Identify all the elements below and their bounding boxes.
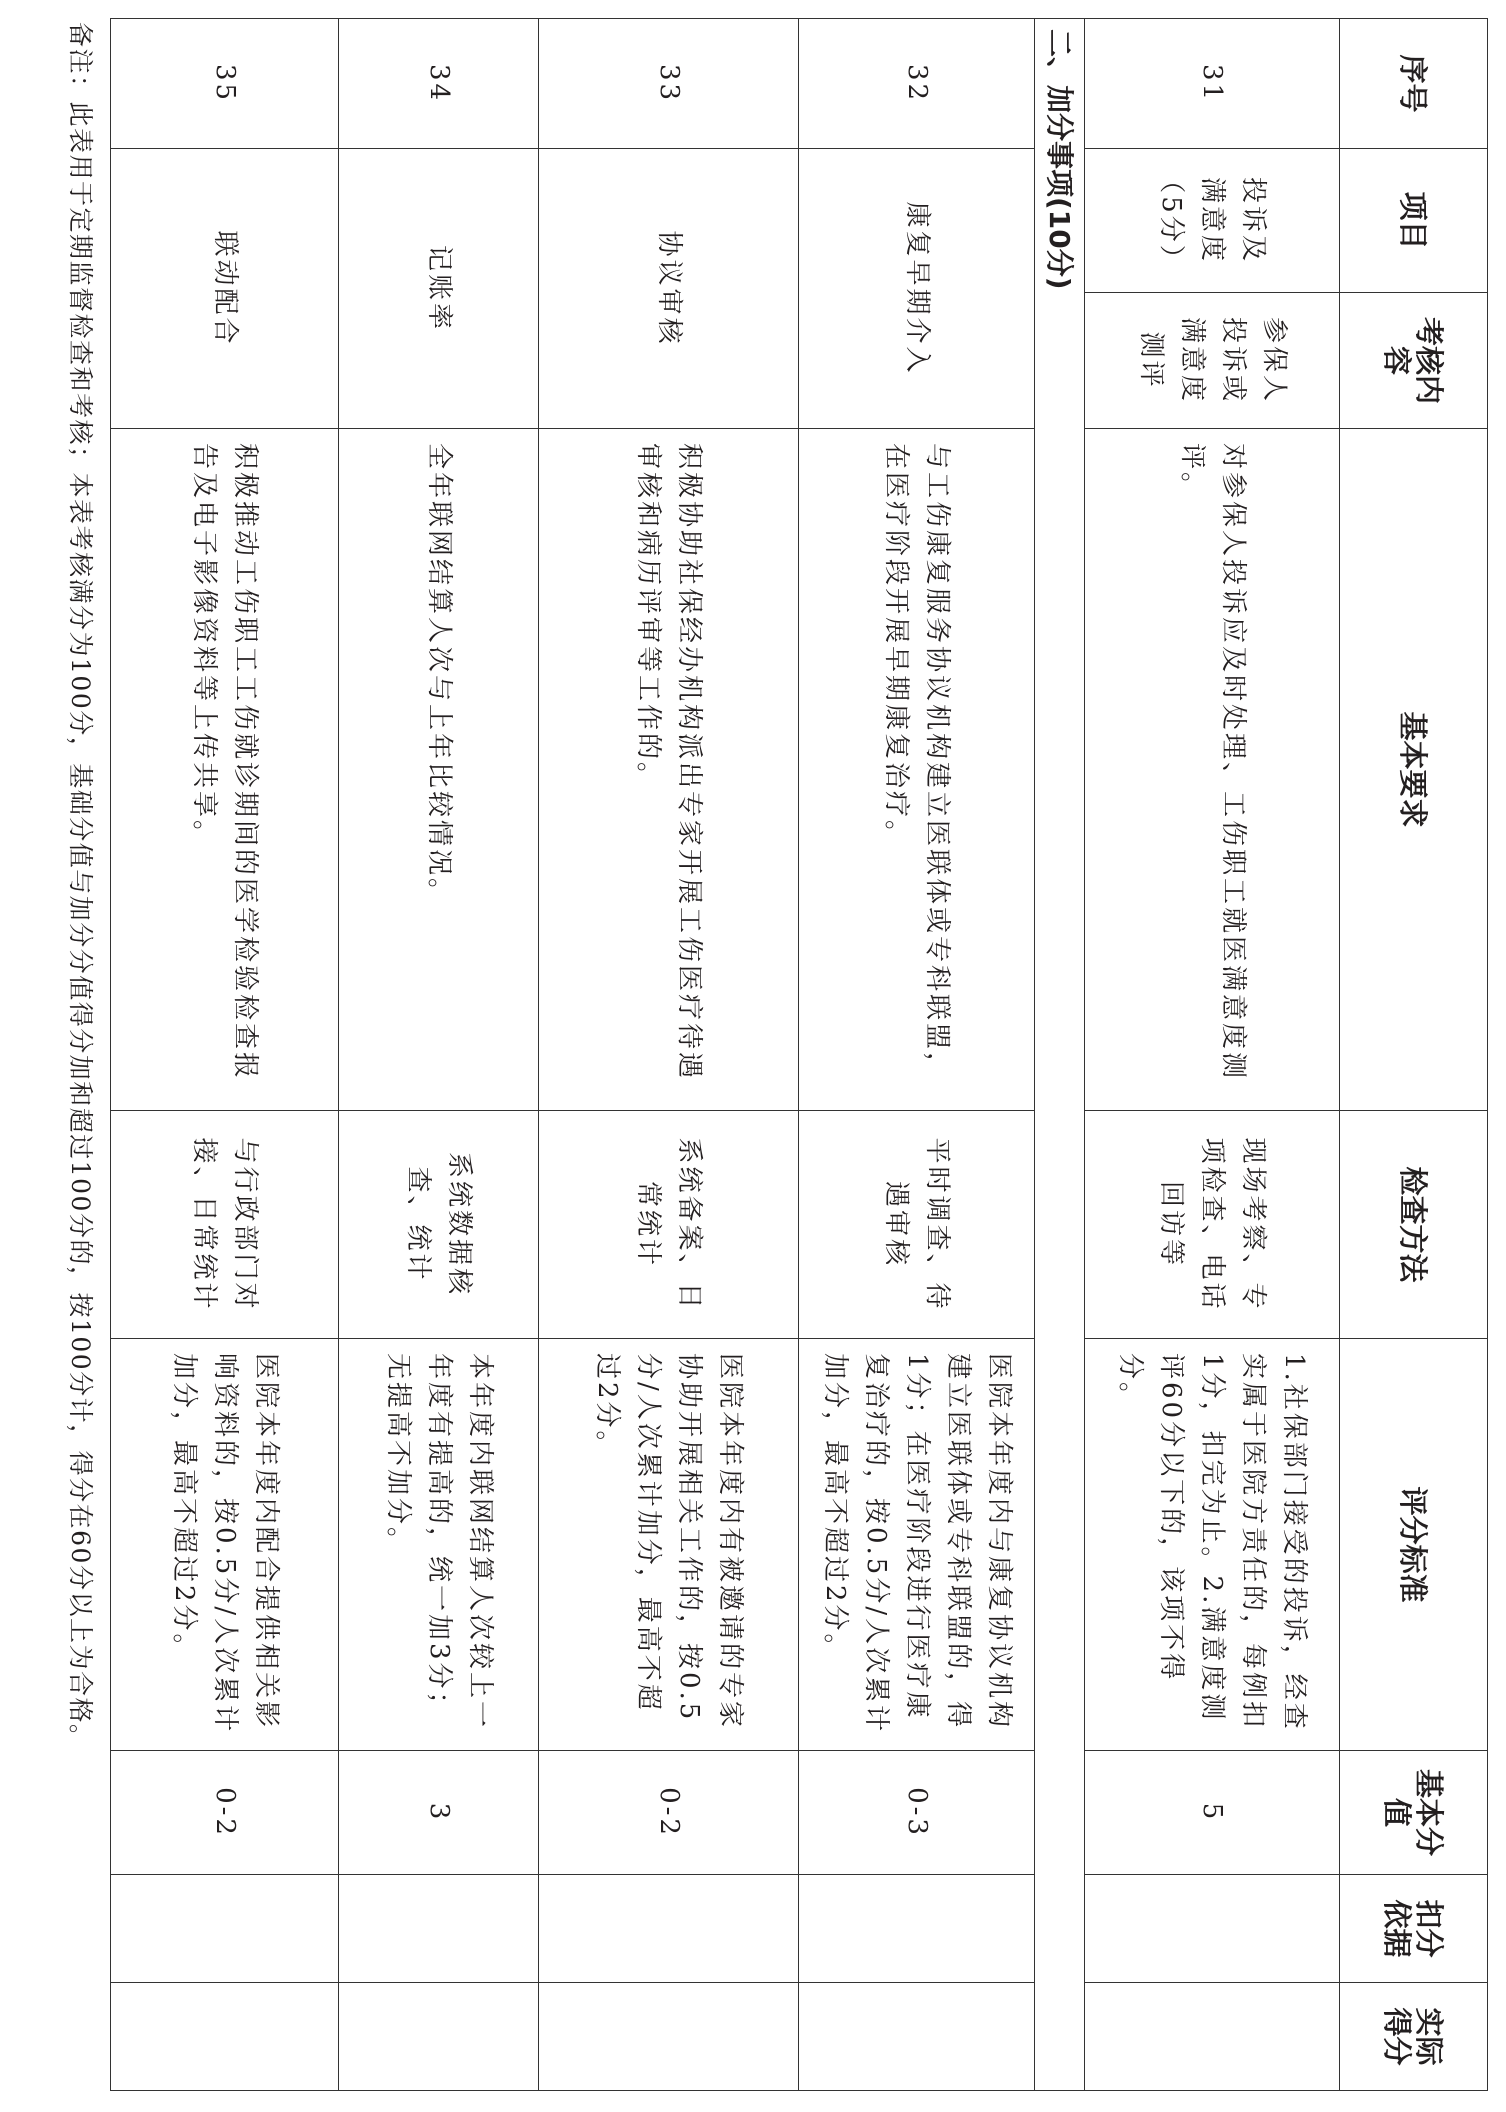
row-criteria: 医院本年度内配合提供相关影响资料的，按0.5分/人次累计加分，最高不超过2分。: [111, 1339, 339, 1751]
header-deduction-basis: 扣分依据: [1340, 1875, 1488, 1983]
assessment-table: [110, 18, 1488, 2091]
header-criteria: 评分标准: [1340, 1339, 1488, 1751]
row-deduction-basis: [339, 1875, 539, 1983]
row-method: 系统数据核查、统计: [339, 1111, 539, 1339]
row-method: 平时调查、待遇审核: [799, 1111, 1035, 1339]
row-method: 系统备案、日常统计: [539, 1111, 799, 1339]
row-method: 现场考察、专项检查、电话回访等: [1085, 1111, 1340, 1339]
header-requirement: 基本要求: [1340, 429, 1488, 1111]
row-requirement: 对参保人投诉应及时处理、工伤职工就医满意度测评。: [1085, 429, 1340, 1111]
row-method: 与行政部门对接、日常统计: [111, 1111, 339, 1339]
row-actual-score: [539, 1983, 799, 2091]
row-item: 记账率: [339, 149, 539, 429]
row-requirement: 与工伤康复服务协议机构建立医联体或专科联盟，在医疗阶段开展早期康复治疗。: [799, 429, 1035, 1111]
row-seq: 35: [111, 19, 339, 149]
assessment-sheet: [66, 18, 1488, 2090]
row-seq: 33: [539, 19, 799, 149]
row-base-score: 0-2: [111, 1751, 339, 1875]
footnote: 备注：此表用于定期监督检查和考核；本表考核满分为100分，基础分值与加分分值得分加和超过100分的，按100分计，得分在60分以上为合格。: [66, 22, 95, 1751]
row-criteria: 1.社保部门接受的投诉，经查实属于医院方责任的，每例扣1分，扣完为止。2.满意度测评60分以下的，该项不得分。: [1085, 1339, 1340, 1751]
row-requirement: 全年联网结算人次与上年比较情况。: [339, 429, 539, 1111]
row-deduction-basis: [799, 1875, 1035, 1983]
row-item: 联动配合: [111, 149, 339, 429]
header-item: 项目: [1340, 149, 1488, 293]
row-seq: 34: [339, 19, 539, 149]
table-row: [799, 19, 1035, 2091]
table-row: [539, 19, 799, 2091]
row-criteria: 本年度内联网结算人次较上一年度有提高的，统一加3分；无提高不加分。: [339, 1339, 539, 1751]
row-deduction-basis: [111, 1875, 339, 1983]
header-actual-score: 实际得分: [1340, 1983, 1488, 2091]
row-actual-score: [799, 1983, 1035, 2091]
header-seq: 序号: [1340, 19, 1488, 149]
table-row: [1085, 19, 1340, 2091]
header-method: 检查方法: [1340, 1111, 1488, 1339]
row-actual-score: [339, 1983, 539, 2091]
row-deduction-basis: [539, 1875, 799, 1983]
row-seq: 31: [1085, 19, 1340, 149]
header-base-score: 基本分值: [1340, 1751, 1488, 1875]
row-item: 投诉及满意度（5分）: [1085, 149, 1340, 293]
row-base-score: 0-2: [539, 1751, 799, 1875]
header-content: 考核内容: [1340, 293, 1488, 429]
row-item: 协议审核: [539, 149, 799, 429]
table-row: [339, 19, 539, 2091]
row-item: 康复早期介入: [799, 149, 1035, 429]
row-seq: 32: [799, 19, 1035, 149]
row-requirement: 积极推动工伤职工工伤就诊期间的医学检验检查报告及电子影像资料等上传共享。: [111, 429, 339, 1111]
row-criteria: 医院本年度内有被邀请的专家协助开展相关工作的，按0.5分/人次累计加分，最高不超过2分。: [539, 1339, 799, 1751]
table-row: [111, 19, 339, 2091]
row-base-score: 3: [339, 1751, 539, 1875]
row-actual-score: [111, 1983, 339, 2091]
section-title: 二、加分事项(10分): [1035, 19, 1085, 2091]
row-content: 参保人投诉或满意度测评: [1085, 293, 1340, 429]
row-base-score: 5: [1085, 1751, 1340, 1875]
row-deduction-basis: [1085, 1875, 1340, 1983]
table-header-row: [1340, 19, 1488, 2091]
section-row: [1035, 19, 1085, 2091]
row-criteria: 医院本年度内与康复协议机构建立医联体或专科联盟的，得1分；在医疗阶段进行医疗康复治疗的，按0.5分/人次累计加分，最高不超过2分。: [799, 1339, 1035, 1751]
row-requirement: 积极协助社保经办机构派出专家开展工伤医疗待遇审核和病历评审等工作的。: [539, 429, 799, 1111]
row-actual-score: [1085, 1983, 1340, 2091]
row-base-score: 0-3: [799, 1751, 1035, 1875]
